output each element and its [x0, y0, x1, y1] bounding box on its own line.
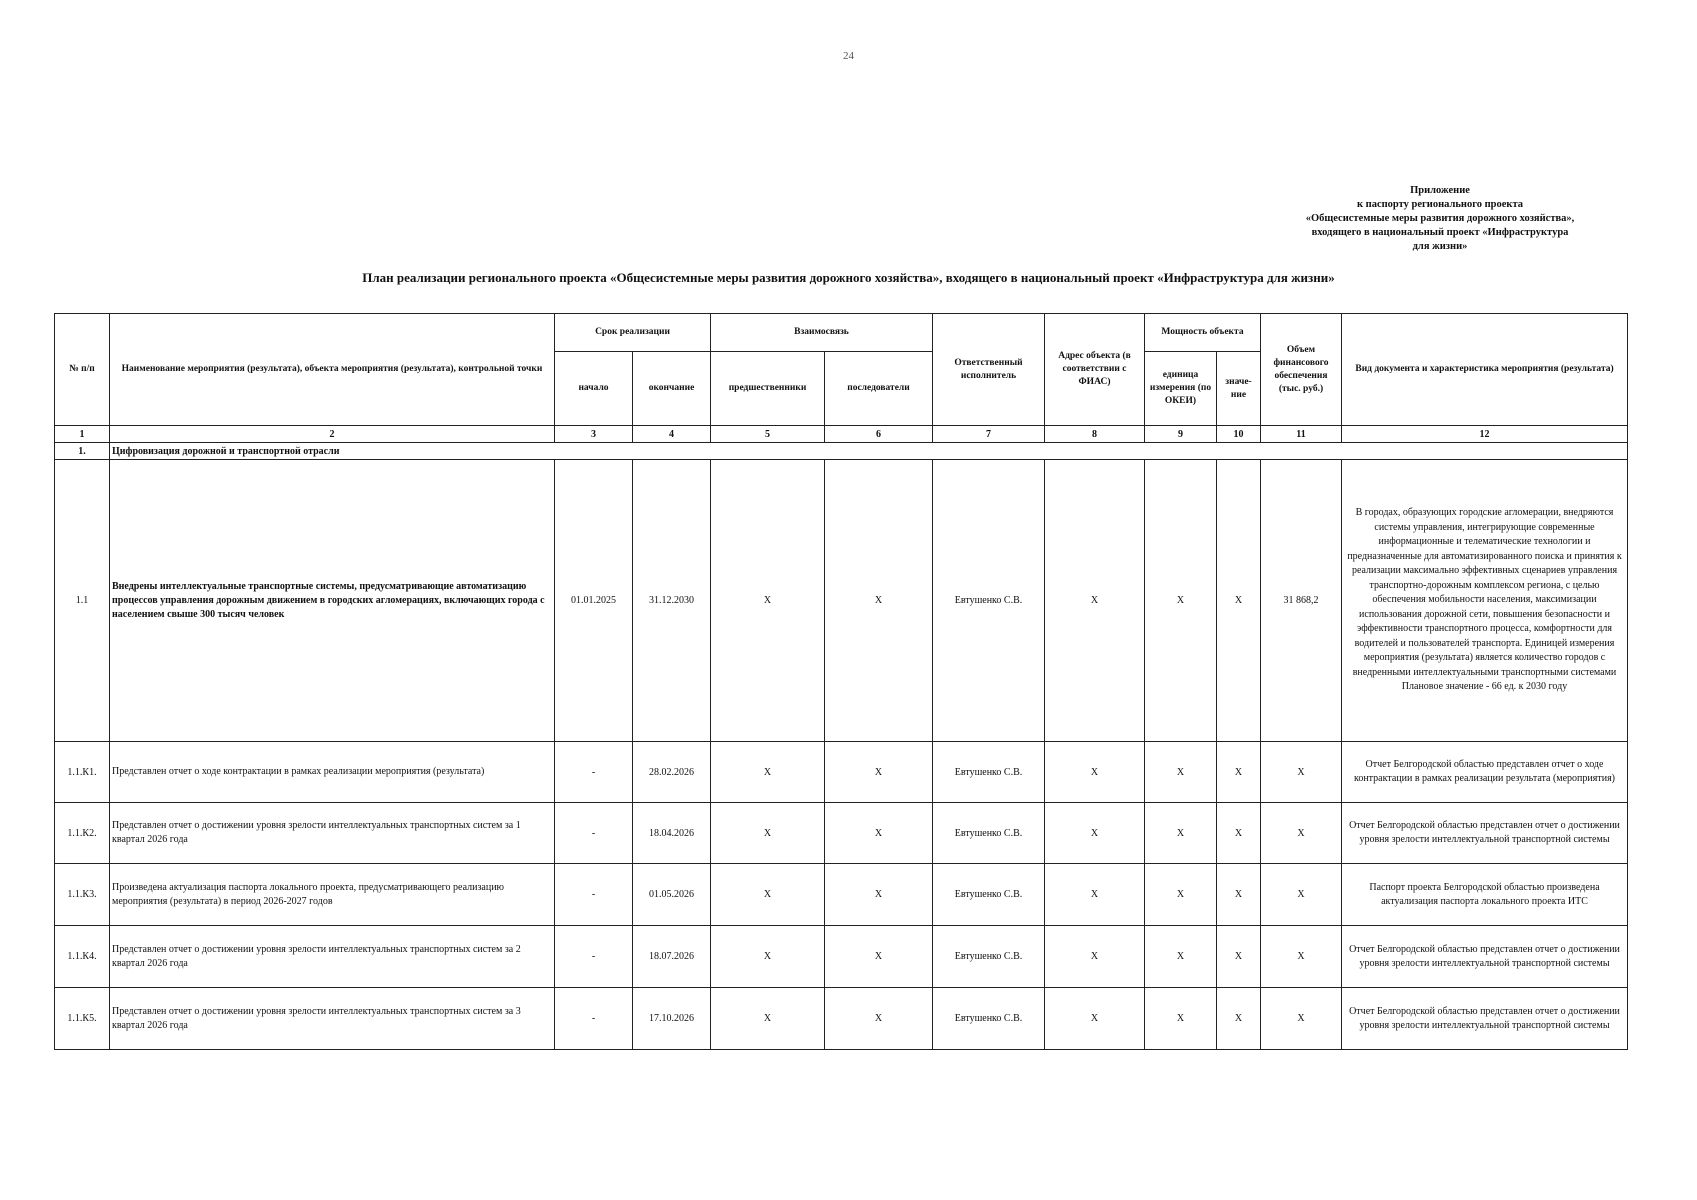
row-doc: Отчет Белгородской областью представлен отчет о ходе контрактации в рамках реализации результата (мероприятия): [1342, 742, 1628, 803]
column-number: 11: [1261, 426, 1342, 443]
row-name: Произведена актуализация паспорта локального проекта, предусматривающего реализацию мероприятия (результата) в период 2026-2027 годов: [110, 864, 555, 926]
table-row: [55, 864, 1628, 926]
appendix-line: входящего в национальный проект «Инфраструктура: [1311, 227, 1569, 238]
column-number: 9: [1145, 426, 1217, 443]
row-resp: Евтушенко С.В.: [933, 803, 1045, 864]
section-name: Цифровизация дорожной и транспортной отрасли: [110, 443, 1628, 460]
header-address: Адрес объекта (в соответствии с ФИАС): [1045, 314, 1145, 426]
row-succ: X: [825, 864, 933, 926]
row-end: 18.07.2026: [633, 926, 711, 988]
row-value: X: [1217, 460, 1261, 742]
table-row: [55, 742, 1628, 803]
row-value: X: [1217, 864, 1261, 926]
table-row: [55, 460, 1628, 742]
header-name: Наименование мероприятия (результата), объекта мероприятия (результата), контрольной точки: [110, 314, 555, 426]
row-value: X: [1217, 803, 1261, 864]
row-start: -: [555, 864, 633, 926]
column-number: 2: [110, 426, 555, 443]
row-addr: X: [1045, 460, 1145, 742]
row-value: X: [1217, 988, 1261, 1050]
row-num: 1.1.К1.: [55, 742, 110, 803]
row-unit: X: [1145, 864, 1217, 926]
row-start: -: [555, 742, 633, 803]
appendix-line: «Общесистемные меры развития дорожного хозяйства»,: [1305, 213, 1575, 224]
header-capacity: Мощность объекта: [1145, 314, 1261, 352]
section-num: 1.: [55, 443, 110, 460]
row-num: 1.1.К2.: [55, 803, 110, 864]
row-finance: X: [1261, 742, 1342, 803]
row-doc: Отчет Белгородской областью представлен отчет о достижении уровня зрелости интеллектуальной транспортной системы: [1342, 803, 1628, 864]
row-addr: X: [1045, 742, 1145, 803]
row-succ: X: [825, 742, 933, 803]
row-end: 18.04.2026: [633, 803, 711, 864]
row-resp: Евтушенко С.В.: [933, 988, 1045, 1050]
row-pred: X: [711, 742, 825, 803]
row-value: X: [1217, 742, 1261, 803]
row-finance: X: [1261, 803, 1342, 864]
table-row: [55, 926, 1628, 988]
row-finance: 31 868,2: [1261, 460, 1342, 742]
column-number: 6: [825, 426, 933, 443]
row-addr: X: [1045, 803, 1145, 864]
row-end: 17.10.2026: [633, 988, 711, 1050]
row-pred: X: [711, 988, 825, 1050]
row-resp: Евтушенко С.В.: [933, 742, 1045, 803]
row-doc: Отчет Белгородской областью представлен отчет о достижении уровня зрелости интеллектуальной транспортной системы: [1342, 988, 1628, 1050]
row-start: -: [555, 988, 633, 1050]
row-doc: В городах, образующих городские агломерации, внедряются системы управления, интегрирующие современные информационные и телематические технологии и предназначенные для автоматизированного поиска и принятия к реализации максимально эффективных сценариев управления транспортно-дорожным комплексом региона, с целью обеспечения мобильности населения, максимизации использования дорожной сети, повышения безопасности и эффективности транспортного процесса, комфортности для водителей и пользователей транспорта. Единицей измерения мероприятия (результата) является количество городов с внедренными интеллектуальными транспортными системами Плановое значение - 66 ед. к 2030 году: [1342, 460, 1628, 742]
plan-table: [54, 313, 1628, 1050]
section-row: [55, 443, 1628, 460]
row-resp: Евтушенко С.В.: [933, 864, 1045, 926]
row-start: -: [555, 803, 633, 864]
row-name: Представлен отчет о достижении уровня зрелости интеллектуальных транспортных систем за 1 квартал 2026 года: [110, 803, 555, 864]
row-succ: X: [825, 926, 933, 988]
row-addr: X: [1045, 926, 1145, 988]
column-number: 3: [555, 426, 633, 443]
row-unit: X: [1145, 803, 1217, 864]
row-finance: X: [1261, 926, 1342, 988]
row-succ: X: [825, 988, 933, 1050]
row-unit: X: [1145, 988, 1217, 1050]
row-pred: X: [711, 926, 825, 988]
column-number: 4: [633, 426, 711, 443]
row-start: 01.01.2025: [555, 460, 633, 742]
row-num: 1.1.К3.: [55, 864, 110, 926]
row-doc: Отчет Белгородской областью представлен отчет о достижении уровня зрелости интеллектуальной транспортной системы: [1342, 926, 1628, 988]
header-unit: единица измерения (по ОКЕИ): [1145, 352, 1217, 426]
row-resp: Евтушенко С.В.: [933, 926, 1045, 988]
row-unit: X: [1145, 460, 1217, 742]
column-number: 8: [1045, 426, 1145, 443]
row-addr: X: [1045, 988, 1145, 1050]
header-successors: последователи: [825, 352, 933, 426]
row-pred: X: [711, 864, 825, 926]
header-finance: Объем финансового обеспечения (тыс. руб.): [1261, 314, 1342, 426]
row-name: Представлен отчет о достижении уровня зрелости интеллектуальных транспортных систем за 3 квартал 2026 года: [110, 988, 555, 1050]
column-number: 12: [1342, 426, 1628, 443]
column-number: 1: [55, 426, 110, 443]
appendix-line: для жизни»: [1412, 241, 1468, 252]
row-name: Представлен отчет о ходе контрактации в рамках реализации мероприятия (результата): [110, 742, 555, 803]
row-unit: X: [1145, 926, 1217, 988]
column-numbers-row: [55, 426, 1628, 443]
row-unit: X: [1145, 742, 1217, 803]
row-succ: X: [825, 803, 933, 864]
row-num: 1.1: [55, 460, 110, 742]
row-start: -: [555, 926, 633, 988]
row-name: Внедрены интеллектуальные транспортные системы, предусматривающие автоматизацию процессов управления дорожным движением в городских агломерациях, включающих города с населением свыше 300 тысяч человек: [110, 460, 555, 742]
row-doc: Паспорт проекта Белгородской областью произведена актуализация паспорта локального проекта ИТС: [1342, 864, 1628, 926]
row-addr: X: [1045, 864, 1145, 926]
row-value: X: [1217, 926, 1261, 988]
table-row: [55, 988, 1628, 1050]
page-title: План реализации регионального проекта «Общесистемные меры развития дорожного хозяйства», входящего в национальный проект «Инфраструктура для жизни»: [362, 270, 1335, 285]
row-end: 28.02.2026: [633, 742, 711, 803]
header-num: № п/п: [55, 314, 110, 426]
row-end: 01.05.2026: [633, 864, 711, 926]
row-pred: X: [711, 460, 825, 742]
row-name: Представлен отчет о достижении уровня зрелости интеллектуальных транспортных систем за 2 квартал 2026 года: [110, 926, 555, 988]
row-pred: X: [711, 803, 825, 864]
appendix-note: [1260, 184, 1620, 254]
appendix-line: Приложение: [1410, 185, 1470, 196]
row-num: 1.1.К5.: [55, 988, 110, 1050]
row-finance: X: [1261, 988, 1342, 1050]
row-end: 31.12.2030: [633, 460, 711, 742]
header-end: окончание: [633, 352, 711, 426]
page-number: 24: [843, 50, 854, 62]
row-finance: X: [1261, 864, 1342, 926]
header-term: Срок реализации: [555, 314, 711, 352]
appendix-line: к паспорту регионального проекта: [1356, 199, 1523, 210]
header-responsible: Ответственный исполнитель: [933, 314, 1045, 426]
header-start: начало: [555, 352, 633, 426]
header-predecessors: предшественники: [711, 352, 825, 426]
column-number: 10: [1217, 426, 1261, 443]
row-succ: X: [825, 460, 933, 742]
header-value: значе-ние: [1217, 352, 1261, 426]
header-doc: Вид документа и характеристика мероприятия (результата): [1342, 314, 1628, 426]
table-row: [55, 803, 1628, 864]
header-relation: Взаимосвязь: [711, 314, 933, 352]
column-number: 7: [933, 426, 1045, 443]
row-num: 1.1.К4.: [55, 926, 110, 988]
row-resp: Евтушенко С.В.: [933, 460, 1045, 742]
column-number: 5: [711, 426, 825, 443]
